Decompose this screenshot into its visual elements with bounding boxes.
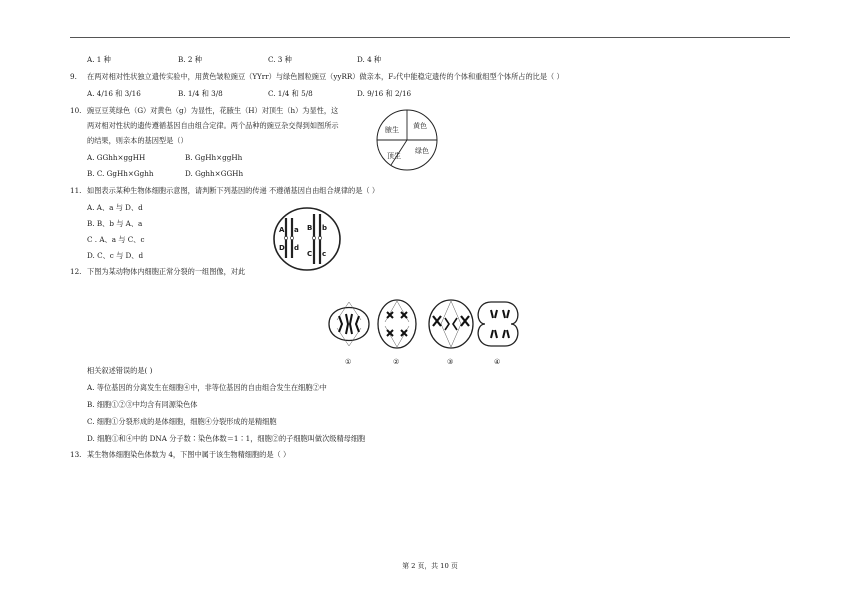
- cell-2: [378, 300, 416, 348]
- q11-option-c: C . A、a 与 C、c: [87, 235, 145, 244]
- cell-3: [429, 300, 473, 348]
- q9-option-b: B. 1/4 和 3/8: [178, 89, 223, 98]
- q12-stem: 下图为某动物体内细胞正常分裂的一组图像，对此: [87, 267, 246, 276]
- cell-label-1: ①: [345, 358, 352, 366]
- pie-label-terminal: 顶生: [387, 152, 401, 160]
- cell-1: [329, 302, 369, 346]
- q13-number: 13.: [70, 450, 82, 459]
- q10-line3: 的结果，则亲本的基因型是（）: [87, 136, 188, 145]
- q11-stem: 如图表示某种生物体细胞示意图，请判断下列基因的传递 不遵循基因自由组合规律的是（ ）: [87, 186, 380, 195]
- q10-line1: 豌豆豆荚绿色（G）对黄色（g）为显性，花腋生（H）对顶生（h）为显性，这: [87, 106, 339, 115]
- q12-option-c: C. 细胞①分裂形成的是体细胞，细胞④分裂形成的是精细胞: [87, 417, 277, 426]
- q12-number: 12.: [70, 267, 82, 276]
- q10-pie-figure: [375, 108, 439, 172]
- q10-number: 10.: [70, 106, 82, 115]
- q8-option-c: C. 3 种: [268, 55, 292, 64]
- q12-option-b: B. 细胞①②③中均含有同源染色体: [87, 400, 198, 409]
- gene-label-a: a: [294, 226, 299, 234]
- q10-line2: 两对相对性状的遗传遵循基因自由组合定律。两个品种的豌豆杂交得到如图所示: [87, 121, 339, 130]
- pie-label-yellow: 黄色: [413, 122, 427, 130]
- gene-label-c: c: [322, 250, 327, 258]
- pie-label-axillary: 腋生: [385, 126, 399, 134]
- q11-option-b: B. B、b 与 A、a: [87, 219, 143, 228]
- q8-option-d: D. 4 种: [357, 55, 382, 64]
- q8-option-b: B. 2 种: [178, 55, 202, 64]
- cell-label-3: ③: [447, 358, 454, 366]
- gene-label-C: C: [307, 250, 313, 258]
- q13-stem: 某生物体细胞染色体数为 4，下图中属于该生物精细胞的是（ ）: [87, 450, 291, 459]
- pie-label-green: 绿色: [415, 147, 429, 155]
- q9-number: 9.: [70, 72, 77, 81]
- q9-stem: 在两对相对性状独立遗传实验中，用黄色皱粒豌豆（YYrr）与绿色圆粒豌豆（yyRR）做亲本，F₂代中能稳定遗传的个体和重组型个体所占的比是（ ）: [87, 72, 564, 81]
- gene-label-A: A: [279, 226, 285, 234]
- gene-label-B: B: [307, 224, 313, 232]
- q8-option-a: A. 1 种: [87, 55, 111, 64]
- page-footer: 第 2 页，共 10 页: [402, 562, 458, 570]
- q12-option-d: D. 细胞①和④中的 DNA 分子数∶染色体数＝1∶1，细胞②的子细胞叫做次级精母细胞: [87, 434, 366, 443]
- cell-4: [478, 302, 518, 346]
- gene-label-d: d: [294, 244, 300, 252]
- cell-label-2: ②: [393, 358, 400, 366]
- q12-cell-figures: [325, 296, 525, 368]
- q10-option-c: B. C. GgHh×Gghh: [87, 169, 154, 178]
- q12-option-a: A. 等位基因的分离发生在细胞④中，非等位基因的自由组合发生在细胞②中: [87, 383, 327, 392]
- q9-option-c: C. 1/4 和 5/8: [268, 89, 313, 98]
- q11-cell-figure: [272, 206, 342, 272]
- header-rule: [70, 37, 790, 38]
- gene-label-D: D: [279, 244, 285, 252]
- q10-option-b: B. GgHh×ggHh: [185, 153, 243, 162]
- q10-option-a: A. GGhh×ggHH: [87, 153, 146, 162]
- q9-option-d: D. 9/16 和 2/16: [357, 89, 412, 98]
- cell-label-4: ④: [494, 358, 501, 366]
- gene-label-b: b: [322, 224, 328, 232]
- q9-option-a: A. 4/16 和 3/16: [87, 89, 141, 98]
- q10-option-d: D. Gghh×GGHh: [185, 169, 244, 178]
- q11-option-d: D. C、c 与 D、d: [87, 251, 144, 260]
- q11-number: 11.: [70, 186, 82, 195]
- q12-stem-continued: 相关叙述错误的是( ): [87, 366, 153, 375]
- q11-option-a: A. A、a 与 D、d: [87, 203, 143, 212]
